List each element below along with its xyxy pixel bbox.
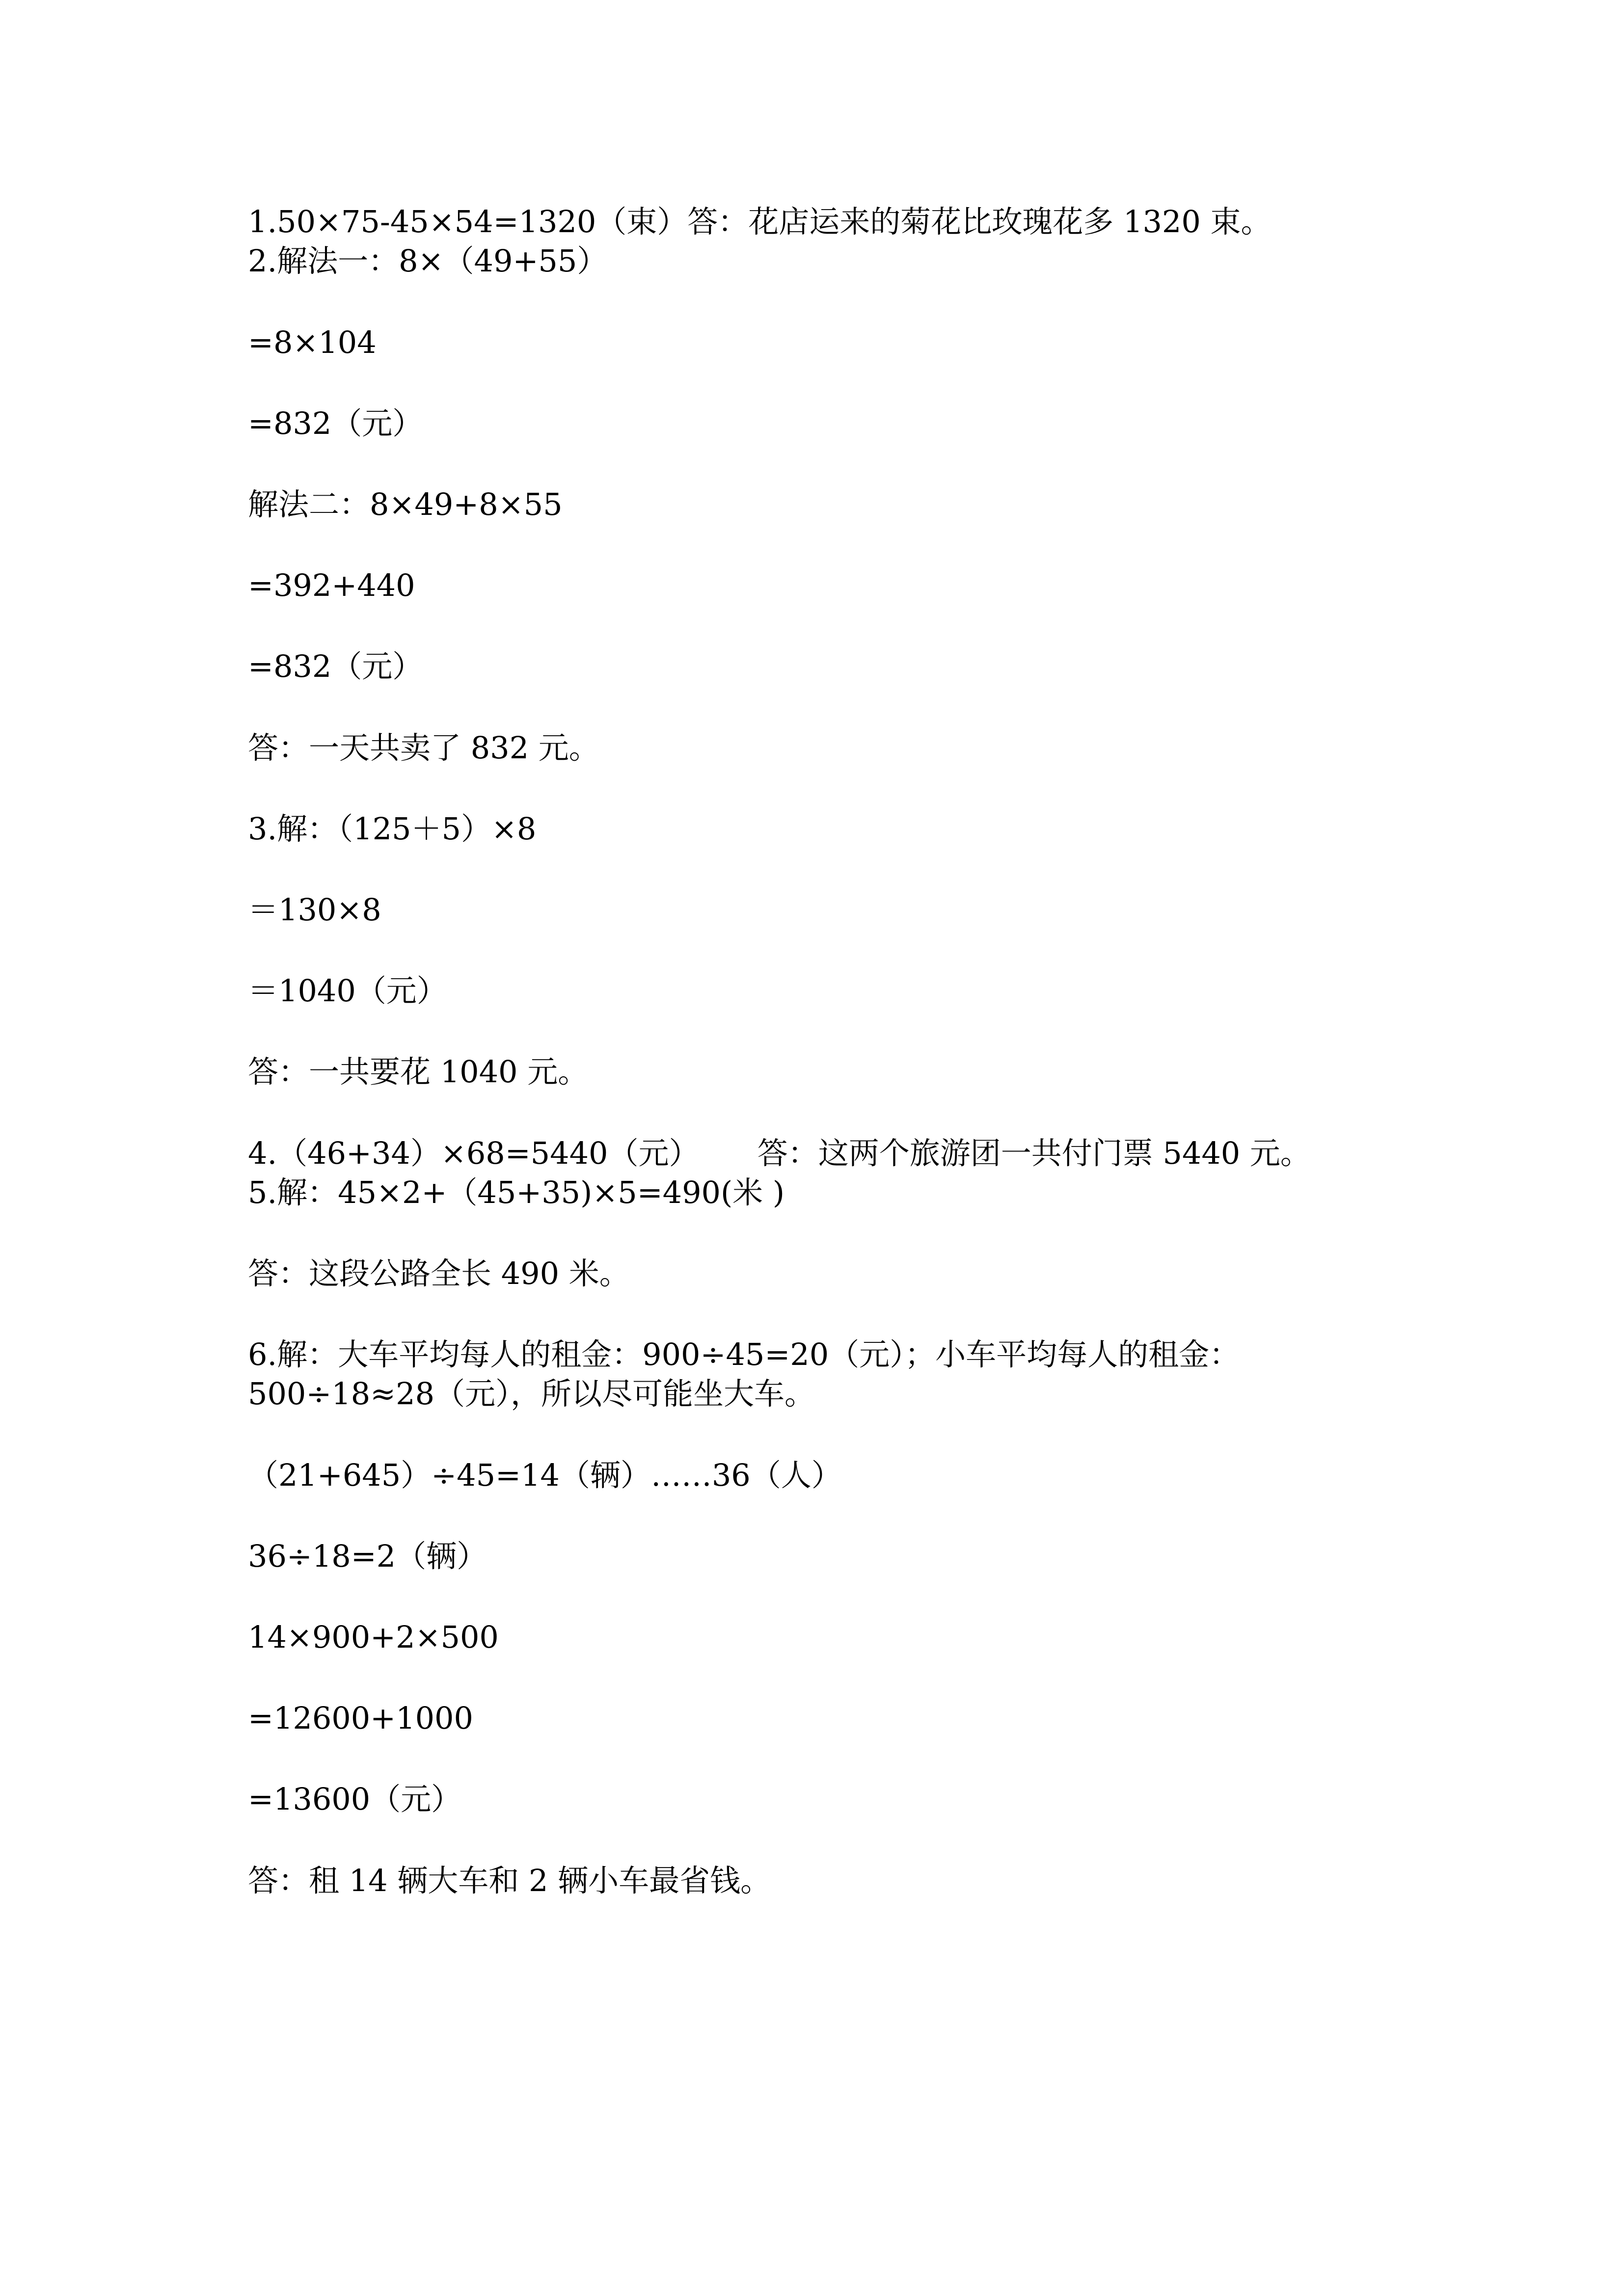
answer-6-conclusion: 答：租 14 辆大车和 2 辆小车最省钱。 — [248, 1863, 771, 1898]
answer-6-step-3: 14×900+2×500 — [248, 1619, 499, 1655]
answer-2-method-2: 解法二：8×49+8×55 — [248, 486, 563, 522]
answer-6-step-1: （21+645）÷45=14（辆）……36（人） — [248, 1457, 842, 1493]
answer-3-conclusion: 答：一共要花 1040 元。 — [248, 1054, 589, 1090]
answer-6-step-5: =13600（元） — [248, 1781, 462, 1817]
answer-5-line: 5.解：45×2+（45+35)×5=490(米 ) — [248, 1175, 785, 1210]
answer-4-line: 4.（46+34）×68=5440（元） 答：这两个旅游团一共付门票 5440 元。 — [248, 1135, 1311, 1171]
answer-2-conclusion: 答：一天共卖了 832 元。 — [248, 730, 599, 766]
answer-6-line-1: 6.解：大车平均每人的租金：900÷45=20（元）；小车平均每人的租金： — [248, 1336, 1240, 1372]
answer-5-conclusion: 答：这段公路全长 490 米。 — [248, 1255, 630, 1291]
answer-3-step-1: ＝130×8 — [248, 892, 381, 928]
answer-2-step-3: =392+440 — [248, 567, 415, 603]
answer-1-line: 1.50×75-45×54=1320（束）答：花店运来的菊花比玫瑰花多 1320 束。 — [248, 204, 1272, 240]
answer-6-line-2: 500÷18≈28（元），所以尽可能坐大车。 — [248, 1376, 815, 1412]
answer-6-step-2: 36÷18=2（辆） — [248, 1538, 487, 1574]
answer-2-method-1: 2.解法一：8×（49+55） — [248, 243, 608, 279]
answer-2-step-4: =832（元） — [248, 648, 423, 684]
answer-2-step-1: =8×104 — [248, 324, 377, 360]
answer-6-step-4: =12600+1000 — [248, 1700, 473, 1736]
answer-2-step-2: =832（元） — [248, 405, 423, 441]
answer-3-step-2: ＝1040（元） — [248, 973, 447, 1009]
answer-3-line: 3.解：（125＋5）×8 — [248, 811, 537, 847]
